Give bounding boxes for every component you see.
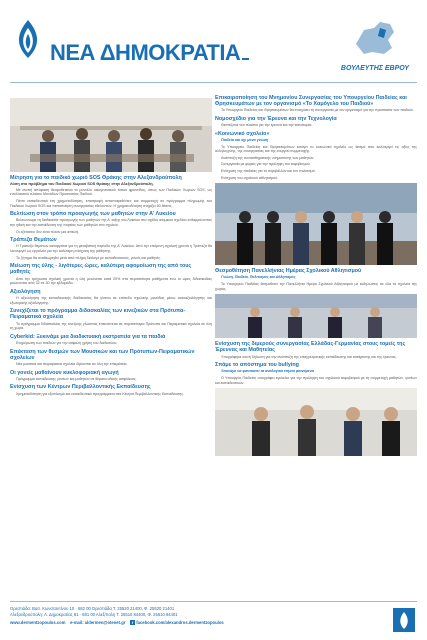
ceremony-photo: [215, 183, 417, 265]
left-column: [10, 92, 212, 398]
section-heading: «Κοινωνικό σχολείο»: [215, 130, 270, 137]
paragraph: Το Υπουργείο Παιδείας θεσμοθετεί την Πανελλήνια Ημέρα Σχολικού Αθλητισμού με εκδηλώσεις σε όλα τα σχολεία της χώρας.: [215, 281, 417, 291]
subheading: Παιδεία και όχι μόνο γνώση: [221, 138, 269, 142]
paragraph: Με ανεπή απόφαση θεσμοθετείται το μοντέλο οικογενειακού τύπου φροντίδας, όπως των Παιδικών Χωριών SOS, ως εναλλακτικό πλαίσιο Μονάδων Προστασίας Παιδιού.: [10, 187, 212, 197]
section-heading: Θεσμοθέτηση Πανελλήνιας Ημέρας Σχολικού Αθλητισμού: [215, 268, 362, 275]
section-heading: Μείωση της ύλης - λιγότερες ώρες, καλύτερη αφομοίωση της από τους μαθητές: [10, 263, 192, 276]
header-divider: [10, 82, 417, 83]
paragraph: Χρηματοδότηση για εξοπλισμό και εκπαιδευτικά προγράμματα στα Κέντρα Περιβαλλοντικής Εκπαίδευσης.: [16, 391, 184, 396]
sports-photo: [215, 294, 417, 338]
party-flame-logo: [10, 18, 46, 60]
section-heading: Οι γονείς μαθαίνουν κυκλοφοριακή αγωγή: [10, 369, 119, 376]
paragraph: Ενημέρωση των παιδιών για την ασφαλή χρήση του διαδικτύου.: [16, 340, 118, 345]
headline-sub: Λύση στο πρόβλημα του Παιδικού Χωριού SOS Θράκης στην Αλεξανδρούπολη.: [10, 182, 154, 187]
paragraph: Θεσπίζεται νέο πλαίσιο για την έρευνα και την καινοτομία.: [221, 123, 313, 128]
section-heading: Ενίσχυση της διμερούς συνεργασίας Ελλάδας-Γερμανίας στους τομείς της Έρευνας και Μαθητείας: [215, 341, 406, 354]
section-heading: Νομοσχέδιο για την Έρευνα και την Τεχνολογία: [215, 116, 337, 122]
sos-village-photo: [10, 98, 212, 172]
section-heading: Αξιολόγηση: [10, 288, 41, 295]
paragraph: Από την τρέχουσα σχολική χρονιά η ύλη μειώνεται κατά 20% στα περισσότερα μαθήματα ενώ οι ώρες διδασκαλίας μειώνονται από 32 σε 30 την εβδομάδα.: [10, 276, 212, 286]
paragraph: Ο Υπουργός Παιδείας υπογράφει εγκύκλιο για την πρόληψη του σχολικού εκφοβισμού με τη συμμετοχή μαθητών, γονέων και εκπαιδευτικών.: [215, 375, 417, 385]
subheading: Ξεκινάμε να φανταστεί τα αναλογικά ετήσια φαινόμενα: [221, 369, 314, 374]
section-heading: Σπάμε το απόστημα του bullying: [215, 362, 299, 369]
email-link[interactable]: e-mail: aldermen@otenet.gr: [70, 620, 126, 625]
evros-map-icon: [350, 18, 400, 58]
section-heading: Βελτίωση στον τρόπο προαγωγής των μαθητών στην Α' Λυκείου: [10, 211, 176, 218]
paragraph: Το ζήτημα θα αναθεωρηθεί μετά από πλήρη διάλογο με εκπαιδευτικούς, γονείς και μαθητές.: [16, 255, 162, 260]
group-photo: [215, 388, 417, 456]
section-heading: Ενίσχυση των Κέντρων Περιβαλλοντικής Εκπαίδευσης: [10, 384, 151, 391]
website-link[interactable]: www.dermentzopoulos.com: [10, 620, 66, 625]
right-column: [215, 92, 417, 459]
section-heading: Επικαιροποίηση του Μνημονίου Συνεργασίας του Υπουργείου Παιδείας και Θρησκευμάτων με τον οργανισμό «Το Χαμόγελο του Παιδιού»: [215, 95, 407, 108]
footer: [0, 598, 427, 640]
paragraph: Το Υπουργείο Παιδείας και Θρησκευμάτων θα ενισχύσει τη συνεργασία με τον οργανισμό για την προστασία των παιδιών.: [221, 108, 415, 113]
paragraph: Υπογράφηκε κοινή δήλωση για την ανάπτυξη της επαγγελματικής εκπαίδευσης και κατάρτισης και της έρευνας.: [221, 354, 397, 359]
nd-badge-icon: [393, 608, 415, 632]
region-label: ΒΟΥΛΕΥΤΗΣ ΕΒΡΟΥ: [340, 65, 410, 72]
paragraph: Η Τράπεζα θεμάτων καταργείται για τη μεταβατική περίοδο της Α' Λυκείου. Από την επόμενη σχολική χρονιά η Τράπεζα θα λειτουργεί ως εργαλείο για την καλύτερη ενίσχυση της μάθησης.: [10, 244, 212, 253]
footer-contacts: [10, 620, 224, 625]
section-heading: Επέκταση των θεσμών των Μουσικών και των Πρότυπων-Πειραματικών σχολείων: [10, 348, 195, 361]
paragraph: Η αξιολόγηση της εκπαιδευτικής διαδικασίας θα γίνεται σε επίπεδο σχολικής μονάδας μέσω αυτοαξιολόγησης και εξωτερικής αξιολόγησης.: [10, 295, 212, 305]
section-heading: Τράπεζα Θεμάτων: [10, 237, 57, 244]
party-name: ΝΕΑ ΔΗΜΟΚΡΑΤΙΑ: [50, 40, 249, 66]
paragraph: Το Υπουργείο Παιδείας και Θρησκευμάτων εισάγει το κοινωνικό σχολείο ως θεσμό που καλλιεργεί τις αξίες της αλληλεγγύης, της συνεργασίας και της ενεργού συμμετοχής.: [215, 144, 417, 154]
subheading: Γνώση, Παιδεία, Πολιτισμός και Αθλητισμός: [221, 275, 296, 280]
section-heading: Cyberkid: Ξεκινάμε μια διαδικτυακή εκστρατεία για τα παιδιά: [10, 333, 166, 340]
paragraph: Νέα μουσικά και πειραματικά σχολεία ιδρύονται σε όλη την επικράτεια.: [16, 361, 128, 366]
paragraph: Ενίσχυση της παιδείας για το περιβάλλον και τον πολιτισμό.: [221, 168, 316, 173]
paragraph: Ανάπτυξη της συναισθηματικής νοημοσύνης των μαθητών.: [221, 155, 315, 160]
facebook-icon: f: [131, 620, 134, 625]
footer-address-2: Αλεξανδρούπολη: Λ. Δημοκρατίας 81 · 681 00 Αλεξ/πολη Τ. 25510 84400, Φ. 25510 84401: [10, 612, 178, 617]
facebook-link[interactable]: facebook.com/alexandros.dermentzopoulos: [136, 620, 224, 625]
paragraph: Βελτιώνουμε τη διαδικασία προαγωγής των μαθητών της Α' τάξης του Λυκείου στο σχέδιο ατομικού σχεδίου ενθαρρύνοντας την ηθική και την εκπαίδευση της πορείας των μαθητών στο σχολείο.: [10, 218, 212, 227]
footer-divider: [10, 601, 417, 602]
headline: Μέτρηση για το παιδικό χωριό SOS Θράκης στην Αλεξανδρούπολη: [10, 175, 182, 181]
header: [0, 0, 427, 92]
paragraph: Συνεργασία με φορείς για την πρόληψη του εκφοβισμού.: [221, 162, 311, 167]
paragraph: Οι εξετάσεις δεν είναι πλέον μια απειλή.: [16, 229, 80, 234]
paragraph: Το πρόγραμμα διδασκαλίας της κινεζικής γλώσσας επεκτείνεται σε περισσότερα Πρότυπα και Πειραματικά σχολεία σε όλη τη χώρα.: [10, 321, 212, 331]
paragraph: Ενίσχυση του σχολικού αθλητισμού.: [221, 175, 279, 180]
section-heading: Συνεχίζεται το πρόγραμμα διδασκαλίας των κινεζικών στα Πρότυπα-Πειραματικά σχολεία: [10, 308, 186, 321]
paragraph: Πέντε εκπαιδευτικά έτη χρηματοδότηση, επιστροφή ανταποκριθέντες και συμμετοχή σε πρόγραμμα πληρωμής του Παιδικού Χωριού SOS και πιστοποίηση συνεργασίας εθελοντών. Η χρηματοδότηση στηρίζει 50 θέσεις.: [10, 198, 212, 208]
region-block: [335, 18, 415, 72]
footer-address-1: Ορεστιάδα: Βασ. Κωνσταντίνου 10 · 682 00 Ορεστιάδα Τ. 25520 21400, Φ. 25520 21401: [10, 606, 175, 611]
paragraph: Πρόγραμμα εκπαίδευσης γονέων και μαθητών σε θέματα οδικής ασφάλειας.: [16, 376, 137, 381]
